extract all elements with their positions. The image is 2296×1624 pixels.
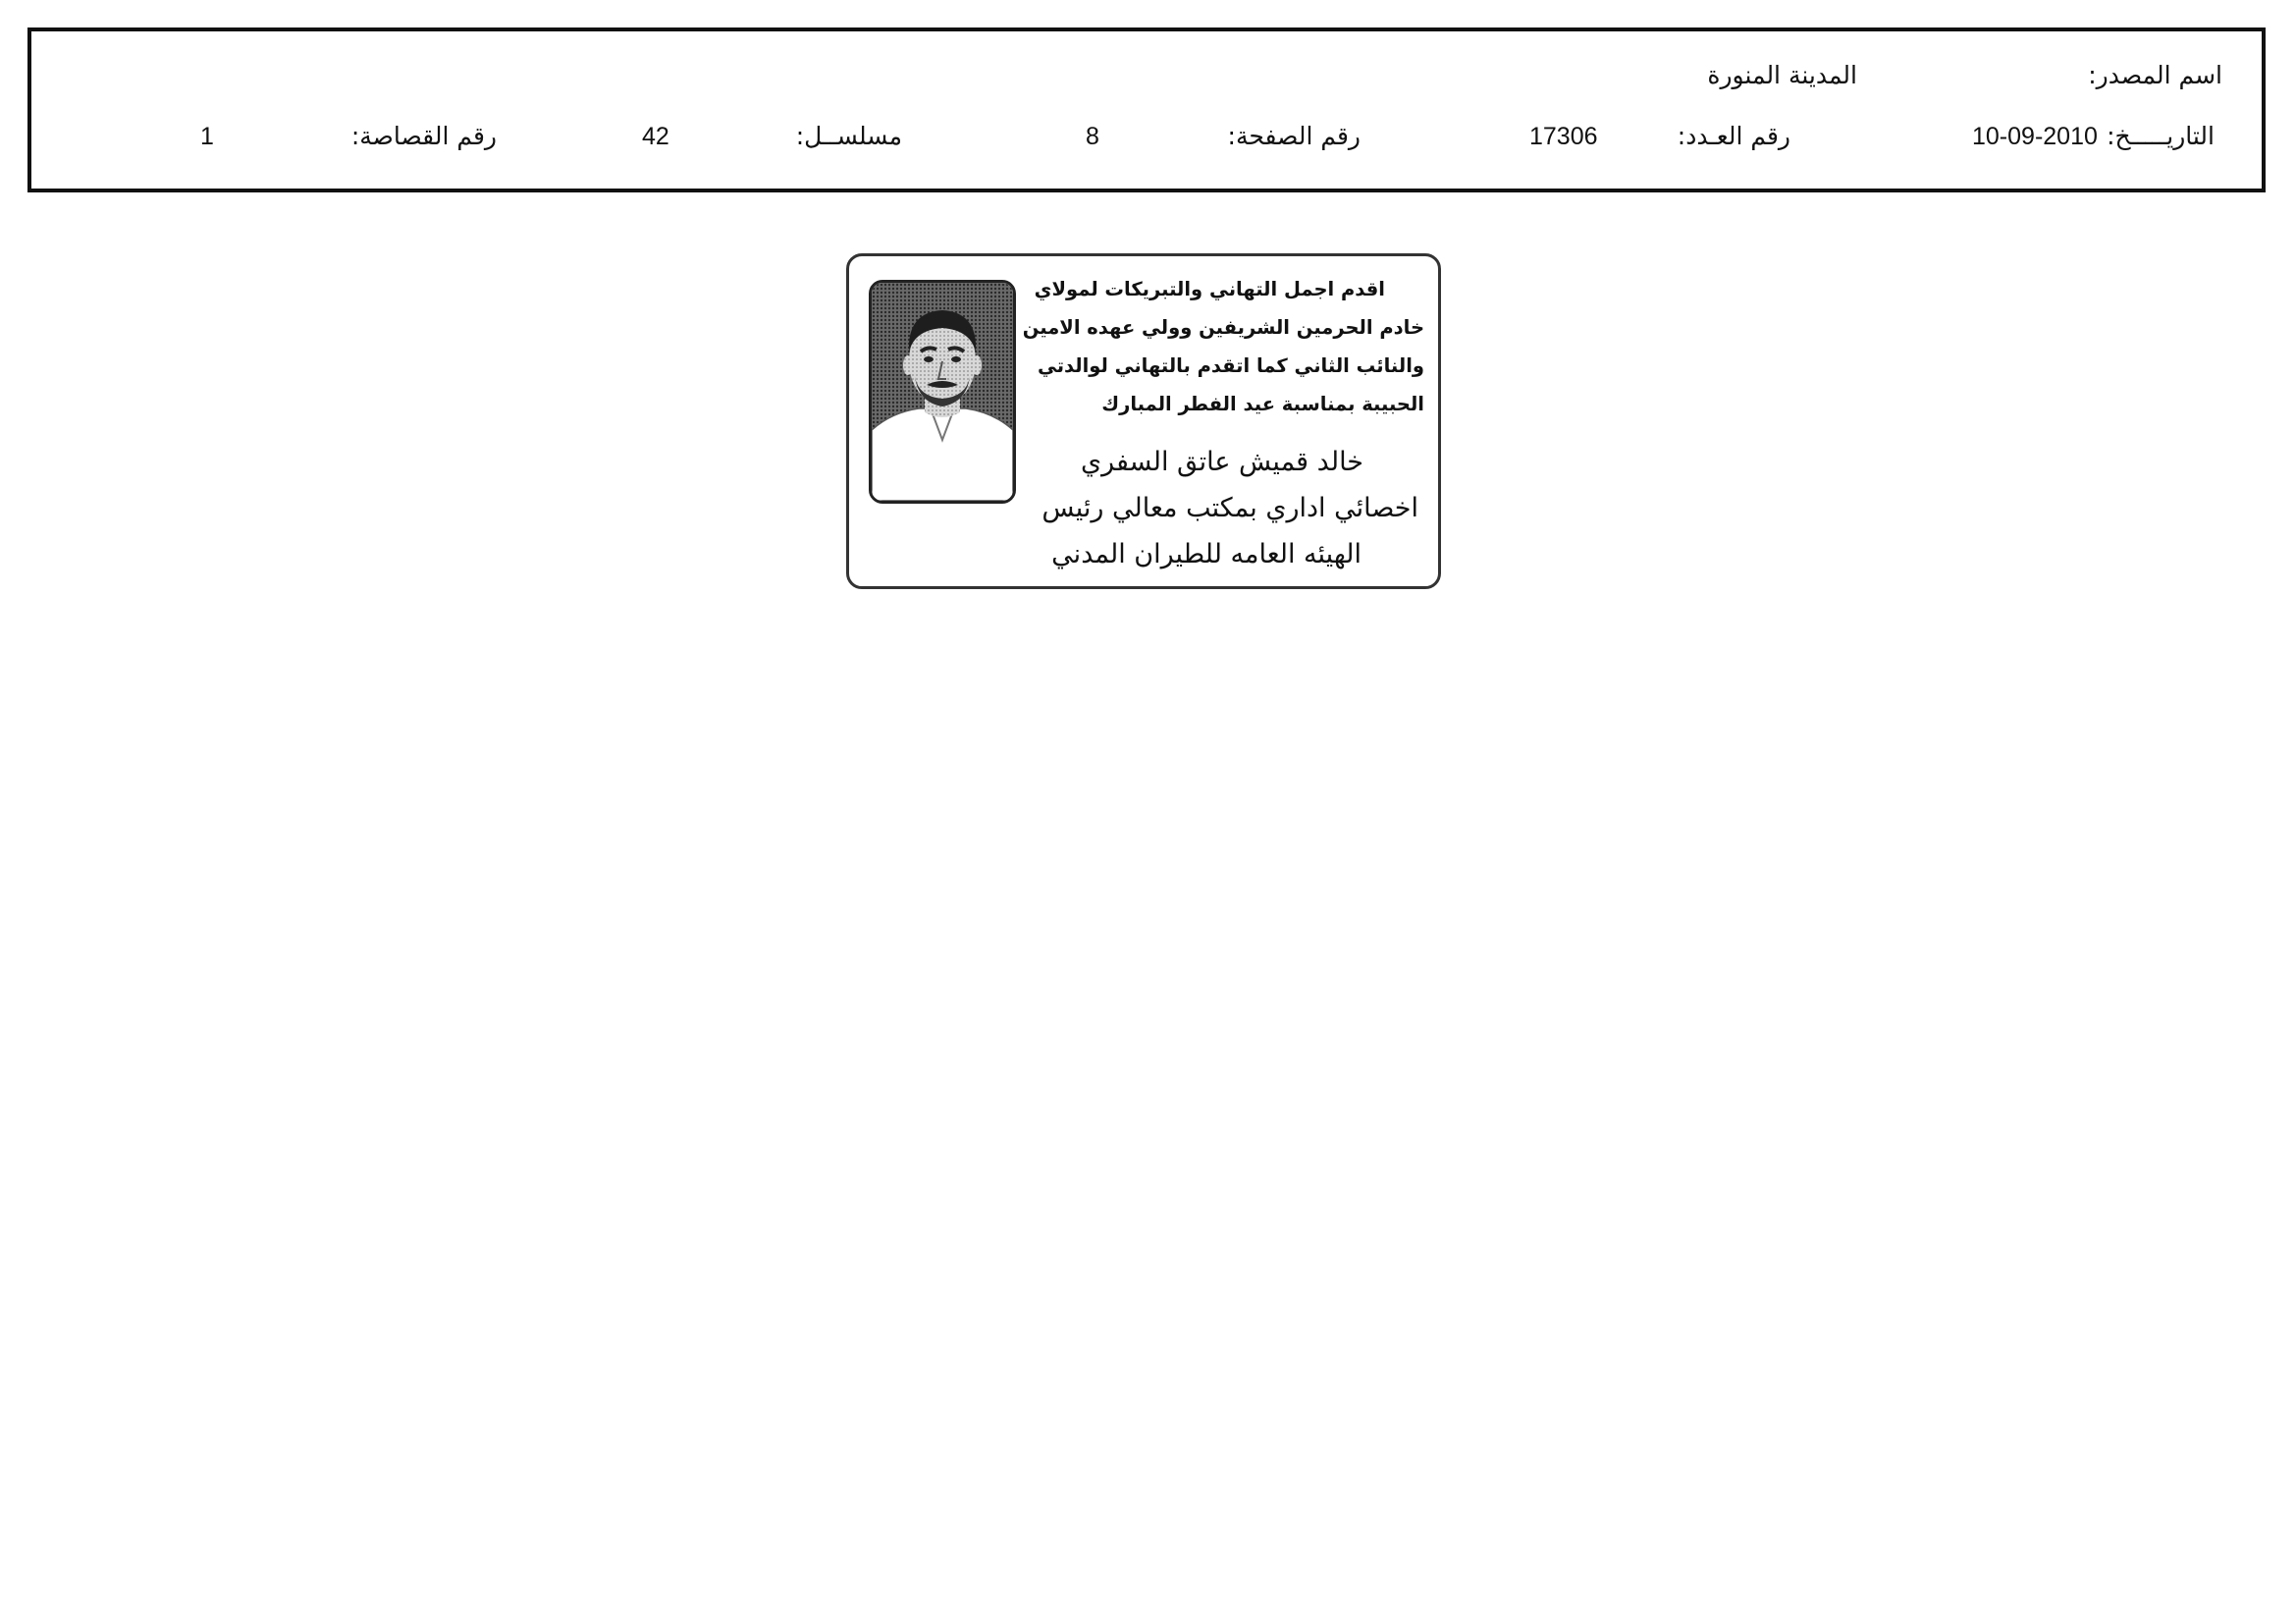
date-value: 10-09-2010 — [1972, 123, 2098, 150]
message-line: الحبيبة بمناسبة عيد الفطر المبارك — [1101, 393, 1424, 415]
serial-value: 42 — [642, 123, 669, 150]
portrait-illustration — [872, 283, 1013, 501]
metadata-header-box — [27, 27, 2266, 192]
page-value: 8 — [1086, 123, 1099, 150]
newspaper-clipping — [846, 253, 1441, 589]
message-line: والنائب الثاني كما اتقدم بالتهاني لوالدتي — [1037, 354, 1424, 377]
signature-name: خالد قميش عاتق السفري — [1080, 447, 1363, 477]
signature-title: اخصائي اداري بمكتب معالي رئيس — [1041, 493, 1418, 523]
clip-number-value: 1 — [200, 123, 214, 150]
date-label: التاريـــــخ: — [2107, 122, 2215, 150]
clip-number-label: رقم القصاصة: — [350, 122, 497, 150]
message-line: خادم الحرمين الشريفين وولي عهده الامين — [1022, 316, 1424, 339]
issue-label: رقم العـدد: — [1677, 122, 1790, 150]
page-label: رقم الصفحة: — [1227, 122, 1361, 150]
signature-organization: الهيئه العامه للطيران المدني — [1051, 539, 1362, 569]
source-label: اسم المصدر: — [2088, 61, 2222, 89]
greeting-message — [1022, 270, 1424, 423]
serial-label: مسلســل: — [795, 122, 902, 150]
portrait-photo — [869, 280, 1016, 504]
source-value: المدينة المنورة — [1707, 61, 1857, 89]
issue-value: 17306 — [1529, 123, 1598, 150]
signature-block — [1026, 439, 1418, 577]
message-line: اقدم اجمل التهاني والتبريكات لمولاي — [1034, 278, 1385, 300]
